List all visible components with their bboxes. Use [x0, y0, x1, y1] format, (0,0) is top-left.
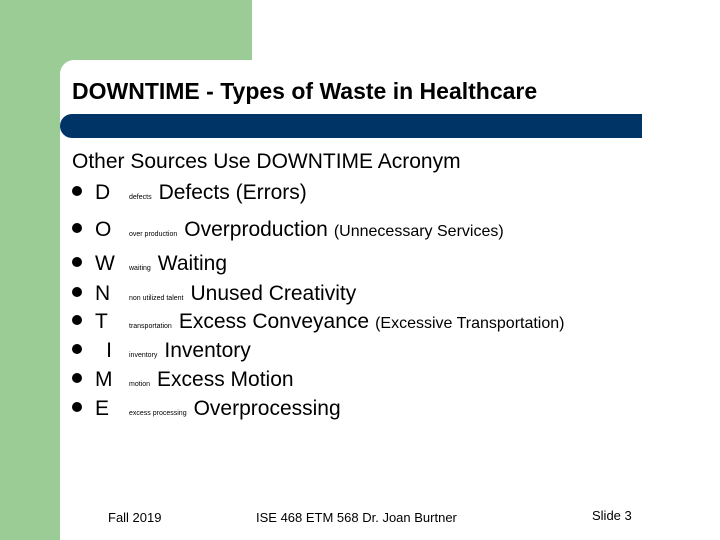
list-item-m	[72, 368, 712, 397]
bullet-icon	[72, 344, 82, 354]
subheading: Other Sources Use DOWNTIME Acronym	[72, 150, 461, 173]
item-text: Excess Conveyance	[178, 310, 370, 333]
item-text: Inventory	[164, 339, 251, 362]
footer-date: Fall 2019	[108, 510, 162, 525]
list-item-d	[72, 181, 712, 210]
title-underline-bar	[60, 114, 642, 138]
acronym-letter: M	[95, 368, 113, 391]
small-label: over production	[129, 231, 178, 238]
item-text: Unused Creativity	[190, 282, 357, 305]
item-text: Excess Motion	[157, 368, 294, 391]
bullet-icon	[72, 402, 82, 412]
small-label: inventory	[129, 352, 158, 359]
list-item-t	[72, 310, 712, 339]
list-item-w	[72, 252, 712, 281]
bullet-icon	[72, 186, 82, 196]
small-label: waiting	[129, 265, 151, 272]
list-item-o	[72, 218, 712, 247]
bullet-icon	[72, 287, 82, 297]
small-label: non utilized talent	[129, 295, 184, 302]
footer-slide-number: Slide 3	[592, 508, 632, 523]
bullet-icon	[72, 257, 82, 267]
footer-course: ISE 468 ETM 568 Dr. Joan Burtner	[256, 510, 457, 525]
list-item-i	[72, 339, 712, 368]
acronym-letter: D	[95, 181, 111, 204]
item-text: Defects (Errors)	[158, 181, 307, 204]
item-note: (Unnecessary Services)	[333, 223, 504, 240]
acronym-letter: O	[95, 218, 112, 241]
acronym-letter: E	[95, 397, 110, 420]
item-text: Waiting	[157, 252, 228, 275]
bullet-icon	[72, 315, 82, 325]
bullet-icon	[72, 373, 82, 383]
small-label: motion	[129, 381, 151, 388]
list-item-e	[72, 397, 712, 426]
item-text: Overprocessing	[193, 397, 341, 420]
item-text: Overproduction	[184, 218, 328, 241]
acronym-letter: W	[95, 252, 115, 275]
small-label: defects	[129, 194, 152, 201]
small-label: excess processing	[129, 410, 187, 417]
acronym-letter: T	[95, 310, 108, 333]
acronym-letter: N	[95, 282, 111, 305]
item-note: (Excessive Transportation)	[375, 315, 565, 332]
small-label: transportation	[129, 323, 172, 330]
bullet-icon	[72, 223, 82, 233]
slide-title: DOWNTIME - Types of Waste in Healthcare	[72, 78, 538, 104]
list-item-n	[72, 282, 712, 311]
acronym-letter: I	[106, 339, 112, 362]
